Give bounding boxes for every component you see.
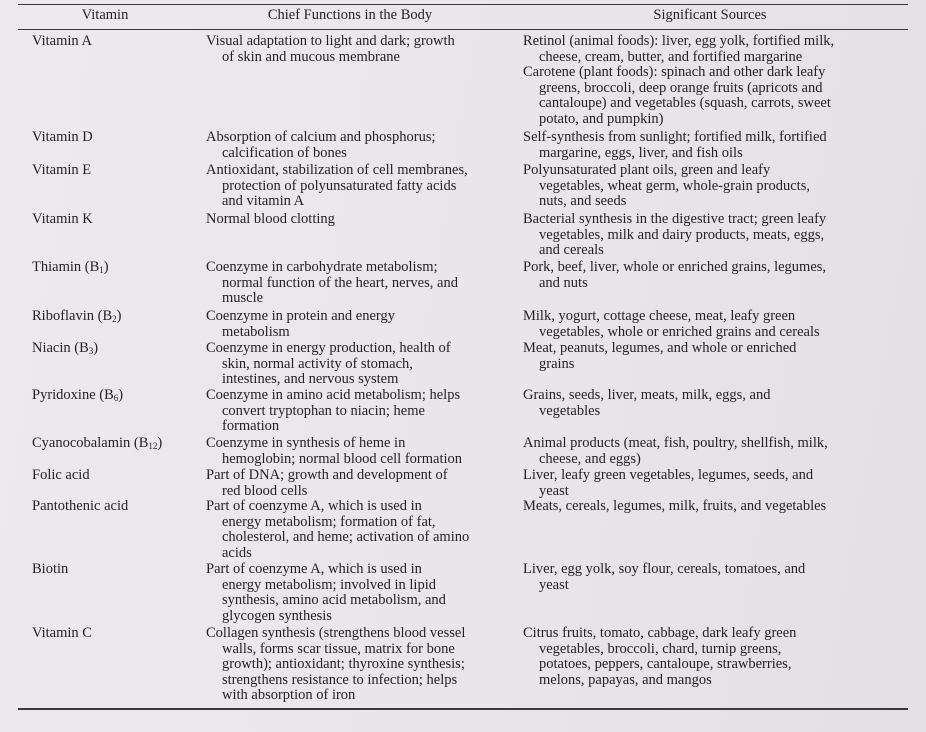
functions-cell <box>206 388 516 435</box>
functions-cell <box>206 436 516 467</box>
vitamin-name-text: Pyridoxine (B <box>32 387 114 403</box>
vitamin-name-text: Vitamin A <box>32 33 92 49</box>
functions-cell-line: metabolism <box>222 323 290 340</box>
functions-cell-line: Coenzyme in protein and energy <box>206 308 395 324</box>
functions-cell-line: hemoglobin; normal blood cell formation <box>222 450 463 467</box>
top-rule <box>18 4 908 5</box>
sources-cell <box>523 436 883 467</box>
vitamin-subscript: 6 <box>113 393 119 403</box>
sources-cell <box>523 626 883 688</box>
vitamin-name <box>32 212 207 228</box>
functions-cell-line: calcification of bones <box>222 144 347 161</box>
sources-cell-line: nuts, and seeds <box>539 193 627 210</box>
functions-cell <box>206 212 516 228</box>
functions-cell-line: of skin and mucous membrane <box>222 48 400 65</box>
functions-cell <box>206 499 516 561</box>
sources-cell-line: greens, broccoli, deep orange fruits (apricots and <box>539 79 823 96</box>
vitamin-name <box>32 626 207 642</box>
vitamin-name <box>32 499 207 515</box>
sources-cell <box>523 34 883 128</box>
sources-cell-line: Carotene (plant foods): spinach and other dark leafy <box>523 64 826 81</box>
sources-cell-line: cheese, cream, butter, and fortified margarine <box>539 48 803 65</box>
functions-cell-line: convert tryptophan to niacin; heme <box>222 402 425 419</box>
sources-cell-line: yeast <box>539 482 569 499</box>
vitamin-name-text: Vitamin D <box>32 129 93 145</box>
functions-cell-line: Part of coenzyme A, which is used in <box>206 498 422 514</box>
functions-cell-line: strengthens resistance to infection; helps <box>222 671 458 688</box>
functions-cell-line: Collagen synthesis (strengthens blood vessel <box>206 625 466 641</box>
functions-cell <box>206 260 516 307</box>
functions-cell <box>206 468 516 499</box>
sources-cell-line: Meats, cereals, legumes, milk, fruits, and vegetables <box>523 498 827 514</box>
closing-paren: ) <box>103 259 109 275</box>
closing-paren: ) <box>157 435 163 451</box>
sources-cell-line: and cereals <box>539 242 604 259</box>
vitamin-name <box>32 436 207 452</box>
sources-cell-line: cantaloupe) and vegetables (squash, carrots, sweet <box>539 95 831 112</box>
sources-cell-line: melons, papayas, and mangos <box>539 671 712 688</box>
sources-cell-line: and nuts <box>539 274 588 291</box>
vitamin-subscript: 12 <box>148 441 158 451</box>
functions-cell <box>206 130 516 161</box>
functions-cell-line: Antioxidant, stabilization of cell membranes, <box>206 162 468 178</box>
sources-cell <box>523 163 883 210</box>
sources-cell-line: vegetables, broccoli, chard, turnip greens, <box>539 640 782 657</box>
sources-cell-line: grains <box>539 355 575 372</box>
sources-cell <box>523 130 883 161</box>
vitamin-name-text: Vitamin C <box>32 625 92 641</box>
functions-cell <box>206 309 516 340</box>
functions-cell-line: Coenzyme in energy production, health of <box>206 340 451 356</box>
vitamin-name-text: Vitamin K <box>32 211 93 227</box>
functions-cell-line: energy metabolism; formation of fat, <box>222 513 436 530</box>
vitamin-subscript: 2 <box>112 314 117 324</box>
sources-cell-line: Meat, peanuts, legumes, and whole or enriched <box>523 340 797 356</box>
sources-cell <box>523 260 883 291</box>
sources-cell-line: vegetables, whole or enriched grains and cereals <box>539 323 820 340</box>
functions-cell-line: cholesterol, and heme; activation of amino <box>222 529 470 546</box>
functions-cell-line: Coenzyme in synthesis of heme in <box>206 435 406 451</box>
vitamin-name <box>32 309 207 325</box>
sources-cell-line: Milk, yogurt, cottage cheese, meat, leafy green <box>523 308 796 324</box>
sources-cell-line: Citrus fruits, tomato, cabbage, dark leafy green <box>523 625 797 641</box>
vitamin-name <box>32 562 207 578</box>
functions-cell-line: protection of polyunsaturated fatty acids <box>222 177 457 194</box>
vitamin-name <box>32 260 207 276</box>
sources-cell-line: vegetables, milk and dairy products, meats, eggs, <box>539 226 825 243</box>
vitamin-name-text: Vitamin E <box>32 162 92 178</box>
vitamin-name-text: Biotin <box>32 561 69 577</box>
functions-cell-line: Visual adaptation to light and dark; growth <box>206 33 455 49</box>
vitamin-name-text: Riboflavin (B <box>32 308 113 324</box>
sources-cell <box>523 341 883 372</box>
functions-cell-line: and vitamin A <box>222 193 305 210</box>
header-functions: Chief Functions in the Body <box>267 7 433 23</box>
sources-cell-line: yeast <box>539 576 569 593</box>
vitamin-subscript: 3 <box>88 346 94 356</box>
vitamin-name-text: Folic acid <box>32 467 90 483</box>
functions-cell-line: red blood cells <box>222 482 308 499</box>
functions-cell-line: synthesis, amino acid metabolism, and <box>222 592 446 609</box>
sources-cell <box>523 499 883 515</box>
functions-cell-line: intestines, and nervous system <box>222 371 399 388</box>
sources-cell <box>523 388 883 419</box>
functions-cell-line: walls, forms scar tissue, matrix for bone <box>222 640 455 657</box>
functions-cell-line: Coenzyme in carbohydrate metabolism; <box>206 259 438 275</box>
functions-cell-line: growth); antioxidant; thyroxine synthesis; <box>222 656 465 673</box>
functions-cell-line: Part of DNA; growth and development of <box>206 467 448 483</box>
sources-cell <box>523 212 883 259</box>
vitamin-name <box>32 34 207 50</box>
functions-cell-line: Part of coenzyme A, which is used in <box>206 561 422 577</box>
closing-paren: ) <box>118 387 124 403</box>
functions-cell-line: with absorption of iron <box>222 687 356 704</box>
vitamin-name <box>32 130 207 146</box>
sources-cell-line: cheese, and eggs) <box>539 450 641 467</box>
functions-cell-line: glycogen synthesis <box>222 607 332 624</box>
functions-cell <box>206 34 516 65</box>
vitamin-name <box>32 388 207 404</box>
vitamin-name <box>32 163 207 179</box>
sources-cell-line: Retinol (animal foods): liver, egg yolk, fortified milk, <box>523 33 835 49</box>
closing-paren: ) <box>116 308 122 324</box>
sources-cell-line: Pork, beef, liver, whole or enriched grains, legumes, <box>523 259 827 275</box>
functions-cell <box>206 341 516 388</box>
functions-cell <box>206 562 516 624</box>
vitamin-name-text: Thiamin (B <box>32 259 100 275</box>
sources-cell-line: vegetables, wheat germ, whole-grain products, <box>539 177 810 194</box>
sources-cell-line: Liver, leafy green vegetables, legumes, seeds, and <box>523 467 814 483</box>
functions-cell-line: acids <box>222 544 252 561</box>
functions-cell-line: Normal blood clotting <box>206 211 335 227</box>
functions-cell <box>206 626 516 704</box>
sources-cell-line: Grains, seeds, liver, meats, milk, eggs, and <box>523 387 771 403</box>
sources-cell-line: Polyunsaturated plant oils, green and leafy <box>523 162 771 178</box>
sources-cell-line: margarine, eggs, liver, and fish oils <box>539 144 743 161</box>
sources-cell-line: Self-synthesis from sunlight; fortified milk, fortified <box>523 129 827 145</box>
functions-cell <box>206 163 516 210</box>
functions-cell-line: skin, normal activity of stomach, <box>222 355 413 372</box>
functions-cell-line: energy metabolism; involved in lipid <box>222 576 436 593</box>
vitamin-name <box>32 468 207 484</box>
sources-cell <box>523 562 883 593</box>
sources-cell <box>523 468 883 499</box>
sources-cell-line: vegetables <box>539 402 601 419</box>
bottom-rule <box>18 708 908 710</box>
sources-cell-line: potatoes, peppers, cantaloupe, strawberries, <box>539 656 792 673</box>
sources-cell-line: Bacterial synthesis in the digestive tract; green leafy <box>523 211 827 227</box>
vitamin-name <box>32 341 207 357</box>
sources-cell-line: Animal products (meat, fish, poultry, shellfish, milk, <box>523 435 828 451</box>
vitamin-name-text: Niacin (B <box>32 340 89 356</box>
functions-cell-line: formation <box>222 418 280 435</box>
vitamin-name-text: Pantothenic acid <box>32 498 129 514</box>
sources-cell-line: Liver, egg yolk, soy flour, cereals, tomatoes, and <box>523 561 806 577</box>
closing-paren: ) <box>93 340 99 356</box>
header-sources: Significant Sources <box>653 7 767 23</box>
sources-cell <box>523 309 883 340</box>
vitamin-subscript: 1 <box>99 265 104 275</box>
functions-cell-line: Coenzyme in amino acid metabolism; helps <box>206 387 461 403</box>
vitamin-name-text: Cyanocobalamin (B <box>32 435 149 451</box>
functions-cell-line: muscle <box>222 290 264 307</box>
header-rule <box>18 29 908 30</box>
header-vitamin: Vitamin <box>81 7 129 23</box>
functions-cell-line: normal function of the heart, nerves, and <box>222 274 458 291</box>
sources-cell-line: potato, and pumpkin) <box>539 110 664 127</box>
functions-cell-line: Absorption of calcium and phosphorus; <box>206 129 436 145</box>
